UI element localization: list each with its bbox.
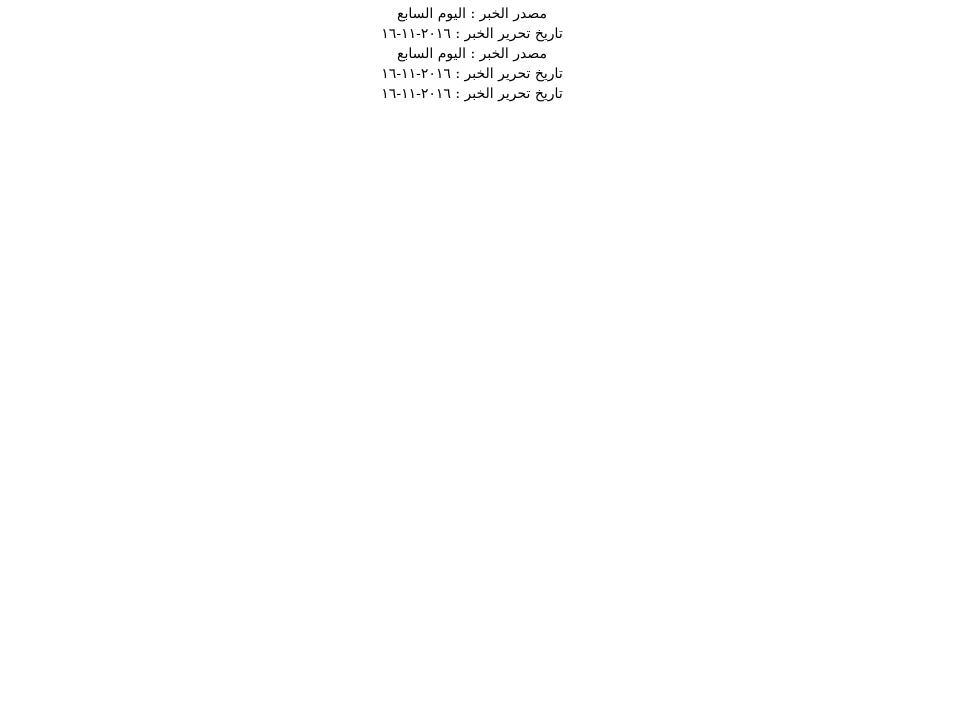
article-source: مصدر الخبر : اليوم السابع [397, 46, 547, 62]
article-date: تاريخ تحرير الخبر : ٢٠١٦-١١-١٦ [381, 66, 563, 82]
article-date: تاريخ تحرير الخبر : ٢٠١٦-١١-١٦ [381, 86, 563, 102]
article-source: مصدر الخبر : اليوم السابع [397, 6, 547, 22]
article-date: تاريخ تحرير الخبر : ٢٠١٦-١١-١٦ [381, 26, 563, 42]
article-2 [8, 44, 936, 84]
article-3 [8, 84, 936, 104]
article-1 [8, 4, 936, 44]
